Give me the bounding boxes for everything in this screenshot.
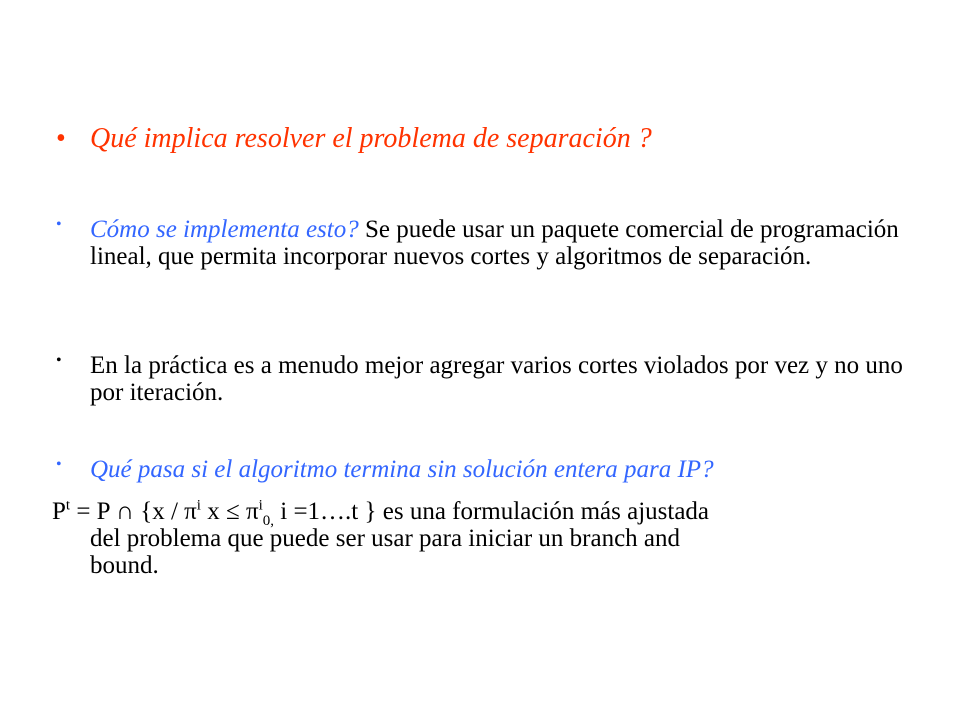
bullet-item-1 xyxy=(56,124,916,154)
question-implementation: Cómo se implementa esto? xyxy=(90,216,359,243)
bullet-item-3 xyxy=(56,352,916,406)
bullet-item-2 xyxy=(56,216,916,270)
formula-paragraph xyxy=(52,498,922,579)
heading-separation-problem: Qué implica resolver el problema de separación ? xyxy=(90,123,652,154)
bullet-glyph: • xyxy=(56,352,62,369)
pi-symbol: π xyxy=(245,498,259,525)
pi-symbol: π xyxy=(184,498,197,525)
question-no-integer-solution: Qué pasa si el algoritmo termina sin solución entera para IP? xyxy=(90,456,714,483)
formula-line-3: bound. xyxy=(90,552,159,579)
answer-implementation: Se puede usar un paquete comercial de programación lineal, que permita incorporar nuevos cortes y algoritmos de separación. xyxy=(90,216,899,270)
bullet-text-practice: En la práctica es a menudo mejor agregar varios cortes violados por vez y no uno por iteración. xyxy=(90,352,903,406)
bullet-glyph: • xyxy=(56,123,66,154)
bullet-glyph: • xyxy=(56,456,62,473)
intersection-symbol: ∩ xyxy=(115,498,134,525)
formula-line-1: $P^t = P$ ∩ {$x / \pi^i$ $x \le \pi^i_{0,}$ i =1….t } es una formulación más ajustada xyxy=(52,497,710,529)
bullet-glyph: • xyxy=(56,216,62,233)
bullet-item-4 xyxy=(56,456,916,483)
bullet-text-implementation xyxy=(90,216,916,270)
formula-line-2: del problema que puede ser usar para iniciar un branch and xyxy=(90,525,681,552)
